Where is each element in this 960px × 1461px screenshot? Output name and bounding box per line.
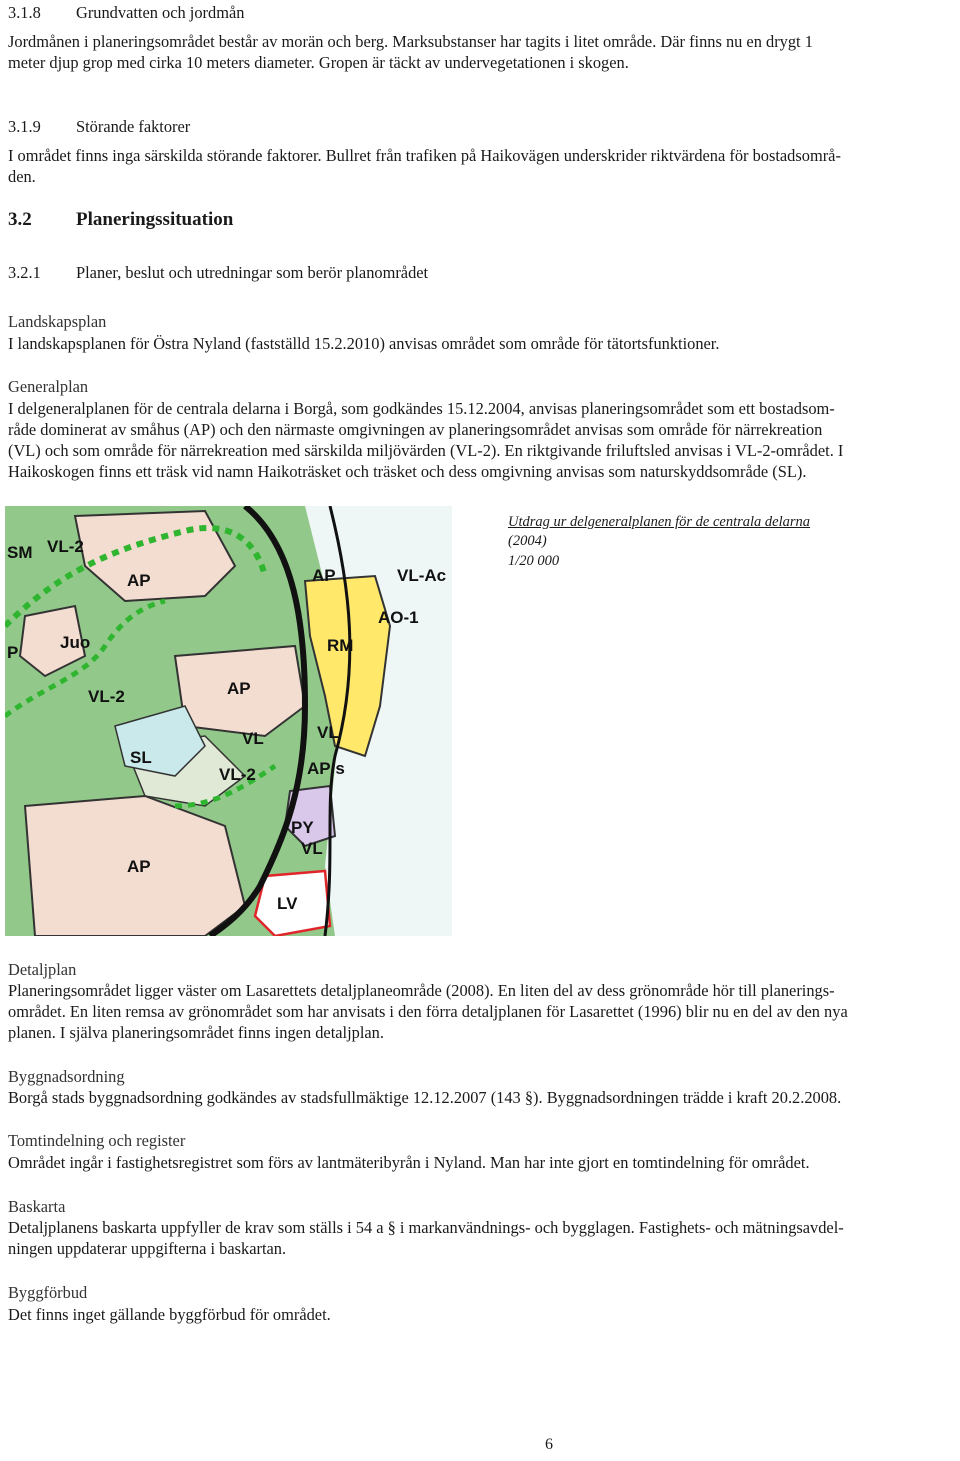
map-label: VL-Ac	[397, 566, 447, 585]
map-caption-line: (2004)	[508, 533, 547, 549]
map-label: VL-2	[47, 537, 84, 556]
map-label: VL-2	[88, 687, 125, 706]
map-label: VL	[242, 729, 264, 748]
paragraph-line: ningen uppdaterar uppgifterna i baskartan.	[8, 1239, 287, 1258]
section-title: Planeringssituation	[76, 209, 234, 230]
section-title: Störande faktorer	[76, 117, 191, 136]
subheading-byggforbud: Byggförbud	[8, 1283, 88, 1302]
section-number: 3.2.1	[8, 263, 41, 282]
map-label: AP	[127, 571, 151, 590]
map-label: PY	[291, 818, 314, 837]
paragraph-line: den.	[8, 167, 36, 186]
subheading-landskapsplan: Landskapsplan	[8, 312, 107, 331]
map-label: SL	[130, 748, 152, 767]
map-label: AP	[227, 679, 251, 698]
paragraph-line: råde dominerat av småhus (AP) och den närmaste omgivningen av planeringsområdet anvisas som område för närrekreation	[8, 420, 823, 439]
map-label: AP	[127, 857, 151, 876]
heading-3-1-9	[8, 116, 190, 138]
page-number: 6	[545, 1436, 553, 1453]
paragraph-line: Det finns inget gällande byggförbud för området.	[8, 1305, 331, 1324]
map-caption-scale: 1/20 000	[508, 553, 560, 569]
map-label: RM	[327, 636, 354, 655]
paragraph-line: Jordmånen i planeringsområdet består av morän och berg. Marksubstanser har tagits i litet område. Där finns nu en drygt 1	[8, 32, 813, 51]
map-label: AP	[312, 566, 336, 585]
map-label: SM	[7, 543, 33, 562]
heading-3-1-8	[8, 2, 244, 24]
map-label: AP/s	[307, 759, 345, 778]
general-plan-map	[5, 506, 452, 936]
section-title: Grundvatten och jordmån	[76, 3, 245, 22]
paragraph-line: området. En liten remsa av grönområdet som har anvisats i den förra detaljplanen för Lasarettet (1996) blir nu en del av den nya	[8, 1002, 848, 1021]
paragraph-line: Området ingår i fastighetsregistret som förs av lantmäteribyrån i Nyland. Man har inte gjort en tomtindelning för området.	[8, 1153, 810, 1172]
paragraph-line: meter djup grop med cirka 10 meters diameter. Gropen är täckt av undervegetationen i skogen.	[8, 53, 629, 72]
section-number: 3.2	[8, 209, 32, 230]
heading-3-2-1	[8, 262, 428, 284]
paragraph-line: Haikoskogen finns ett träsk vid namn Haikoträsket och träsket och dess omgivning anvisas som naturskyddsområde (SL).	[8, 462, 807, 481]
subheading-byggnadsordning: Byggnadsordning	[8, 1067, 125, 1086]
map-label: VL	[317, 723, 339, 742]
subheading-baskarta: Baskarta	[8, 1197, 66, 1216]
paragraph-line: Borgå stads byggnadsordning godkändes av stadsfullmäktige 12.12.2007 (143 §). Byggnadsordningen trädde i kraft 20.2.2008.	[8, 1088, 842, 1107]
map-label: AO-1	[378, 608, 419, 627]
paragraph-line: I delgeneralplanen för de centrala delarna i Borgå, som godkändes 15.12.2004, anvisas planeringsområdet som ett bostadsom-	[8, 399, 835, 418]
paragraph-line: Detaljplanens baskarta uppfyller de krav som ställs i 54 a § i markanvändnings- och bygglagen. Fastighets- och mätningsavdel-	[8, 1218, 844, 1237]
paragraph-line: I landskapsplanen för Östra Nyland (fastställd 15.2.2010) anvisas området som område för tätortsfunktioner.	[8, 334, 720, 353]
subheading-generalplan: Generalplan	[8, 377, 89, 396]
section-number: 3.1.9	[8, 117, 41, 136]
section-number: 3.1.8	[8, 3, 41, 22]
paragraph-line: (VL) och som område för närrekreation med särskilda miljövärden (VL-2). En riktgivande friluftsled anvisas i VL-2-området. I	[8, 441, 844, 460]
subheading-detaljplan: Detaljplan	[8, 960, 77, 979]
map-label: LV	[277, 894, 298, 913]
paragraph-line: I området finns inga särskilda störande faktorer. Bullret från trafiken på Haikovägen underskrider riktvärdena för bostadsområ-	[8, 146, 841, 165]
heading-3-2	[8, 209, 233, 231]
map-label: Juo	[60, 633, 91, 652]
map-label: P	[7, 643, 19, 662]
paragraph-line: Planeringsområdet ligger väster om Lasarettets detaljplaneområde (2008). En liten del av dess grönområde hör till planerings-	[8, 981, 835, 1000]
subheading-tomtindelning: Tomtindelning och register	[8, 1131, 186, 1150]
map-label: VL-2	[219, 765, 256, 784]
paragraph-line: planen. I själva planeringsområdet finns ingen detaljplan.	[8, 1023, 384, 1042]
map-caption-line: Utdrag ur delgeneralplanen för de centrala delarna	[508, 514, 811, 530]
map-label: VL	[301, 839, 323, 858]
section-title: Planer, beslut och utredningar som berör planområdet	[76, 263, 429, 282]
